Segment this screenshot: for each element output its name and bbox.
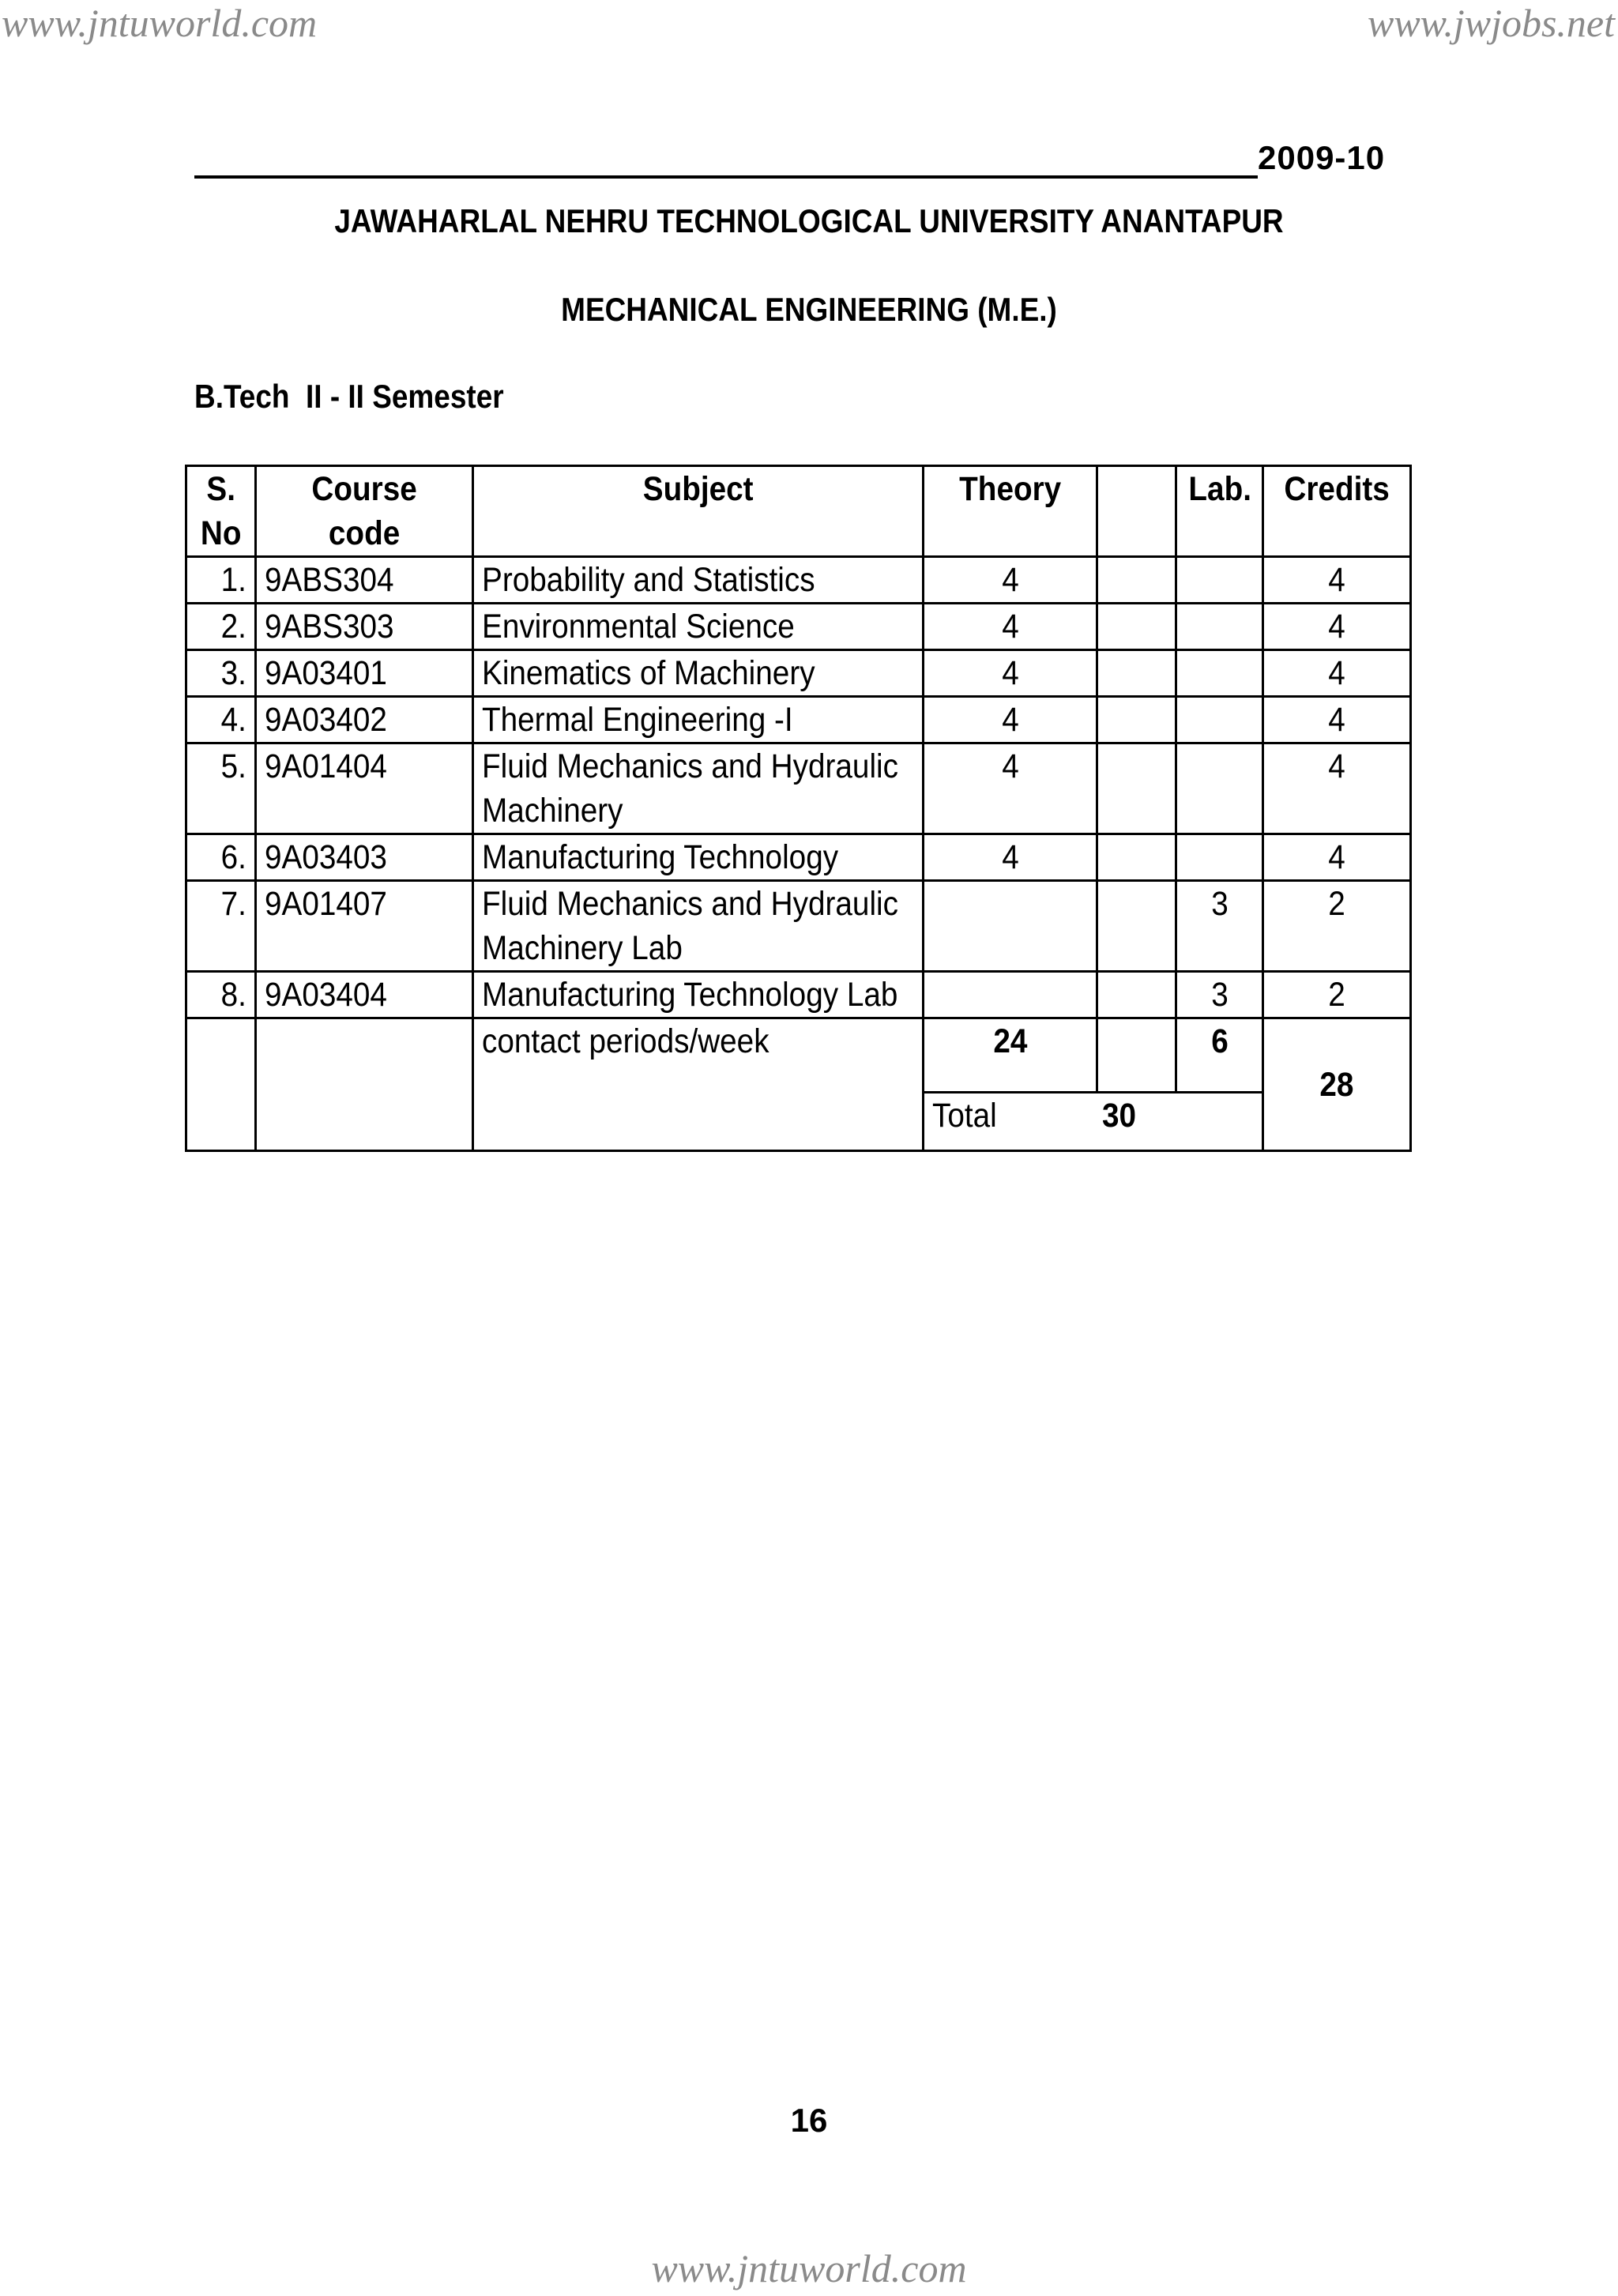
summary-credits-total: 28	[1263, 1018, 1411, 1151]
cell-sno: 3.	[186, 650, 256, 697]
cell-blank	[1097, 604, 1176, 650]
summary-lab-total: 6	[1176, 1018, 1263, 1093]
cell-sno: 2.	[186, 604, 256, 650]
cell-credits: 2	[1263, 881, 1411, 972]
cell-subject: Fluid Mechanics and Hydraulic Machinery	[473, 743, 924, 834]
department-title: MECHANICAL ENGINEERING (M.E.)	[561, 291, 1057, 328]
cell-code: 9A01404	[256, 743, 473, 834]
cell-code: 9A03403	[256, 834, 473, 881]
cell-sno: 6.	[186, 834, 256, 881]
table-row	[186, 650, 1411, 697]
watermark-top-left: www.jntuworld.com	[2, 1, 318, 45]
cell-theory	[924, 881, 1097, 972]
cell-sno: 1.	[186, 557, 256, 604]
cell-blank	[1097, 881, 1176, 972]
summary-blank	[1097, 1018, 1176, 1093]
cell-blank	[1097, 743, 1176, 834]
header-course-code: Course code	[256, 466, 473, 557]
cell-lab	[1176, 604, 1263, 650]
cell-theory	[924, 972, 1097, 1018]
table-header-row	[186, 466, 1411, 557]
header-subject: Subject	[473, 466, 924, 557]
total-label: Total	[932, 1097, 997, 1135]
cell-theory: 4	[924, 604, 1097, 650]
cell-lab	[1176, 743, 1263, 834]
page-number: 16	[790, 2102, 828, 2139]
table-row	[186, 972, 1411, 1018]
cell-lab: 3	[1176, 972, 1263, 1018]
table-row	[186, 697, 1411, 743]
cell-credits: 2	[1263, 972, 1411, 1018]
cell-lab	[1176, 697, 1263, 743]
cell-credits: 4	[1263, 697, 1411, 743]
cell-lab	[1176, 557, 1263, 604]
total-cell	[924, 1093, 1263, 1151]
cell-subject: Kinematics of Machinery	[473, 650, 924, 697]
cell-credits: 4	[1263, 834, 1411, 881]
university-title: JAWAHARLAL NEHRU TECHNOLOGICAL UNIVERSITY ANANTAPUR	[334, 202, 1284, 239]
header-credits: Credits	[1263, 466, 1411, 557]
cell-code: 9ABS303	[256, 604, 473, 650]
cell-code: 9ABS304	[256, 557, 473, 604]
header-sno: S. No	[186, 466, 256, 557]
summary-sno-empty	[186, 1018, 256, 1151]
total-value: 30	[1101, 1097, 1136, 1135]
cell-subject: Manufacturing Technology Lab	[473, 972, 924, 1018]
watermark-bottom: www.jntuworld.com	[651, 2246, 967, 2290]
academic-year: 2009-10	[1258, 139, 1386, 176]
cell-credits: 4	[1263, 650, 1411, 697]
cell-blank	[1097, 834, 1176, 881]
table-row	[186, 604, 1411, 650]
cell-blank	[1097, 650, 1176, 697]
cell-sno: 5.	[186, 743, 256, 834]
cell-subject: Probability and Statistics	[473, 557, 924, 604]
semester-heading: B.Tech II - II Semester	[194, 378, 504, 415]
summary-theory-total: 24	[924, 1018, 1097, 1093]
cell-code: 9A03402	[256, 697, 473, 743]
cell-blank	[1097, 557, 1176, 604]
table-row	[186, 881, 1411, 972]
cell-subject: Manufacturing Technology	[473, 834, 924, 881]
summary-code-empty	[256, 1018, 473, 1151]
cell-code: 9A01407	[256, 881, 473, 972]
cell-theory: 4	[924, 557, 1097, 604]
cell-credits: 4	[1263, 743, 1411, 834]
cell-blank	[1097, 972, 1176, 1018]
header-lab: Lab.	[1176, 466, 1263, 557]
table-row	[186, 743, 1411, 834]
table-row	[186, 557, 1411, 604]
summary-label: contact periods/week	[473, 1018, 924, 1151]
watermark-top-right: www.jwjobs.net	[1367, 1, 1615, 45]
cell-blank	[1097, 697, 1176, 743]
course-table	[185, 465, 1412, 1152]
cell-theory: 4	[924, 834, 1097, 881]
cell-sno: 4.	[186, 697, 256, 743]
cell-credits: 4	[1263, 557, 1411, 604]
header-rule	[194, 175, 1258, 179]
cell-subject: Fluid Mechanics and Hydraulic Machinery Lab	[473, 881, 924, 972]
cell-code: 9A03404	[256, 972, 473, 1018]
cell-lab	[1176, 834, 1263, 881]
cell-lab	[1176, 650, 1263, 697]
summary-row	[186, 1018, 1411, 1093]
header-blank	[1097, 466, 1176, 557]
table-row	[186, 834, 1411, 881]
header-theory: Theory	[924, 466, 1097, 557]
cell-theory: 4	[924, 697, 1097, 743]
cell-theory: 4	[924, 650, 1097, 697]
cell-sno: 7.	[186, 881, 256, 972]
cell-lab: 3	[1176, 881, 1263, 972]
cell-credits: 4	[1263, 604, 1411, 650]
cell-subject: Environmental Science	[473, 604, 924, 650]
cell-code: 9A03401	[256, 650, 473, 697]
cell-subject: Thermal Engineering -I	[473, 697, 924, 743]
cell-sno: 8.	[186, 972, 256, 1018]
cell-theory: 4	[924, 743, 1097, 834]
